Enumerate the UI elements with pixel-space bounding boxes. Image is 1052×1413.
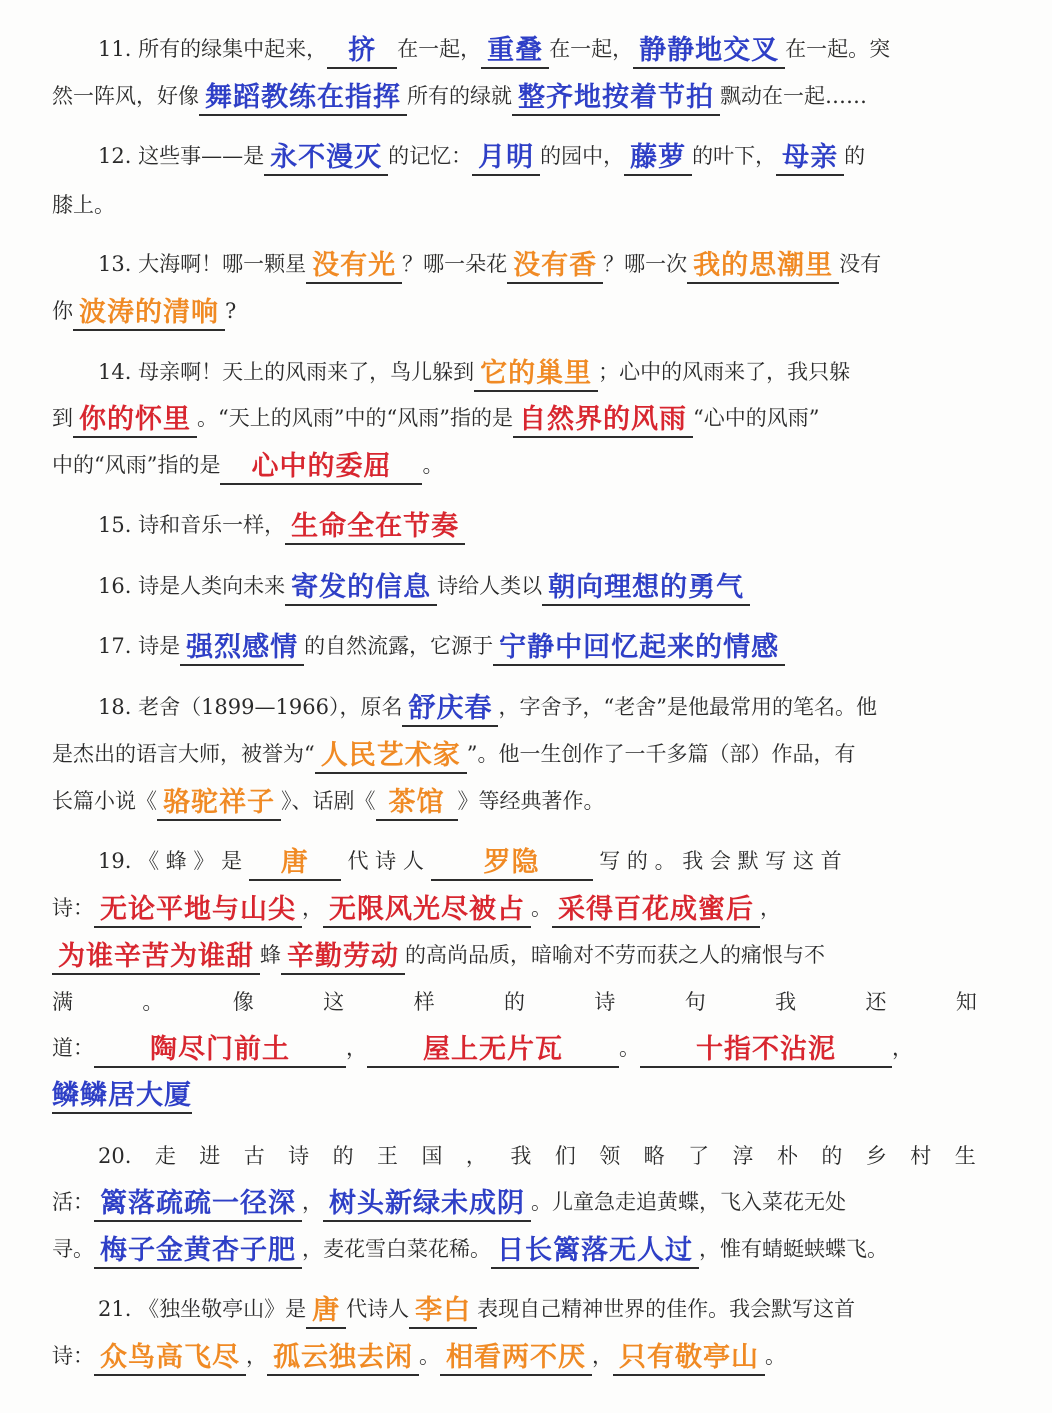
answer: 没有香: [507, 250, 603, 284]
answer: 自然界的风雨: [513, 404, 693, 438]
q19-line1: 19. 《 蜂 》 是 唐 代 诗 人 罗隐 写 的 。 我 会 默 写 这 首: [98, 846, 976, 881]
answer: 采得百花成蜜后: [552, 894, 760, 928]
answer: 母亲: [776, 142, 844, 176]
answer: 为谁辛苦为谁甜: [52, 941, 260, 975]
q18-line2: 是杰出的语言大师，被誉为“ 人民艺术家 ”。他一生创作了一千多篇（部）作品，有: [52, 739, 977, 774]
answer: 没有光: [306, 250, 402, 284]
q19-line2: 诗： 无论平地与山尖 ， 无限风光尽被占 。 采得百花成蜜后 ，: [52, 893, 977, 928]
q21-line1: 21. 《独坐敬亭山》是 唐 代诗人 李白 表现自己精神世界的佳作。我会默写这首: [98, 1294, 976, 1329]
q19-line3: 为谁辛苦为谁甜 蜂 辛勤劳动 的高尚品质，暗喻对不劳而获之人的痛恨与不: [52, 940, 977, 975]
answer: 心中的委屈: [220, 451, 422, 485]
answer: 它的巢里: [474, 358, 598, 392]
q13-line2: 你 波涛的清响 ?: [52, 296, 977, 331]
q20-line2: 活： 篱落疏疏一径深 ， 树头新绿未成阴 。儿童急走追黄蝶，飞入菜花无处: [52, 1187, 977, 1222]
q14-line2: 到 你的怀里 。“天上的风雨”中的“风雨”指的是 自然界的风雨 “心中的风雨”: [52, 403, 977, 438]
answer: 月明: [472, 142, 540, 176]
answer: 强烈感情: [180, 632, 304, 666]
answer: 无限风光尽被占: [323, 894, 531, 928]
q19-line5: 道： 陶尽门前土 ， 屋上无片瓦 。 十指不沾泥 ，: [52, 1033, 977, 1068]
answer: 你的怀里: [73, 404, 197, 438]
answer: 整齐地按着节拍: [512, 82, 720, 116]
answer: 骆驼祥子: [157, 787, 281, 821]
answer: 永不漫灭: [264, 142, 388, 176]
q13-line1: 13. 大海啊！哪一颗星 没有光 ？哪一朵花 没有香 ？哪一次 我的思潮里 没有: [98, 249, 976, 284]
answer: 藤萝: [624, 142, 692, 176]
answer: 日长篱落无人过: [491, 1235, 699, 1269]
answer: 重叠: [481, 35, 549, 69]
answer: 静静地交叉: [633, 35, 785, 69]
q19-line6: [52, 1079, 977, 1114]
q12-line2: 膝上。: [52, 193, 115, 217]
answer: 唐: [249, 847, 341, 881]
q14-line1: 14. 母亲啊！天上的风雨来了，鸟儿躲到 它的巢里 ；心中的风雨来了，我只躲: [98, 357, 976, 392]
answer: 唐: [306, 1295, 346, 1329]
answer: 生命全在节奏: [285, 511, 465, 545]
answer: 相看两不厌: [440, 1342, 592, 1376]
answer: 孤云独去闲: [267, 1342, 419, 1376]
answer: 我的思潮里: [687, 250, 839, 284]
q16-line: 16. 诗是人类向未来 寄发的信息 诗给人类以 朝向理想的勇气: [98, 571, 976, 606]
q20-line3: 寻。 梅子金黄杏子肥 ，麦花雪白菜花稀。 日长篱落无人过 ，惟有蜻蜓蛱蝶飞。: [52, 1234, 977, 1269]
q12-line1: 12. 这些事——是 永不漫灭 的记忆： 月明 的园中， 藤萝 的叶下， 母亲 的: [98, 141, 976, 176]
q18-line3: 长篇小说《 骆驼祥子 》、话剧《 茶馆 》等经典著作。: [52, 786, 977, 821]
answer: 舞蹈教练在指挥: [199, 82, 407, 116]
answer: 辛勤劳动: [281, 941, 405, 975]
q21-line2: 诗： 众鸟高飞尽 ， 孤云独去闲 。 相看两不厌 ， 只有敬亭山 。: [52, 1341, 977, 1376]
q11-line2: 然一阵风，好像 舞蹈教练在指挥 所有的绿就 整齐地按着节拍 飘动在一起……: [52, 81, 977, 116]
q18-line1: 18. 老舍（1899—1966），原名 舒庆春 ，字舍予，“老舍”是他最常用的笔名。他: [98, 692, 976, 727]
answer: 宁静中回忆起来的情感: [493, 632, 785, 666]
q20-line1: 20. 走 进 古 诗 的 王 国 ， 我 们 领 略 了 淳 朴 的 乡 村 生: [98, 1144, 976, 1168]
q17-line: 17. 诗是 强烈感情 的自然流露，它源于 宁静中回忆起来的情感: [98, 631, 976, 666]
answer: 树头新绿未成阴: [323, 1188, 531, 1222]
q19-line4: 满 。 像 这 样 的 诗 句 我 还 知: [52, 990, 977, 1014]
answer: 人民艺术家: [315, 740, 467, 774]
answer: 舒庆春: [402, 693, 498, 727]
answer: 梅子金黄杏子肥: [94, 1235, 302, 1269]
answer: 屋上无片瓦: [367, 1034, 619, 1068]
q11-line1: 11. 所有的绿集中起来， 挤 在一起， 重叠 在一起， 静静地交叉 在一起。突: [98, 34, 976, 69]
answer: 无论平地与山尖: [94, 894, 302, 928]
answer: 寄发的信息: [285, 572, 437, 606]
answer: 陶尽门前土: [94, 1034, 346, 1068]
q15-line: 15. 诗和音乐一样， 生命全在节奏: [98, 510, 976, 545]
answer: 只有敬亭山: [613, 1342, 765, 1376]
q14-line3: 中的“风雨”指的是 心中的委屈 。: [52, 450, 977, 485]
answer: 朝向理想的勇气: [542, 572, 750, 606]
answer: 波涛的清响: [73, 297, 225, 331]
answer: 李白: [409, 1295, 477, 1329]
answer: 罗隐: [431, 847, 593, 881]
answer: 篱落疏疏一径深: [94, 1188, 302, 1222]
answer: 众鸟高飞尽: [94, 1342, 246, 1376]
answer: 茶馆: [376, 787, 458, 821]
answer: 挤: [327, 35, 397, 69]
answer: 鳞鳞居大厦: [52, 1080, 192, 1114]
answer: 十指不沾泥: [640, 1034, 892, 1068]
